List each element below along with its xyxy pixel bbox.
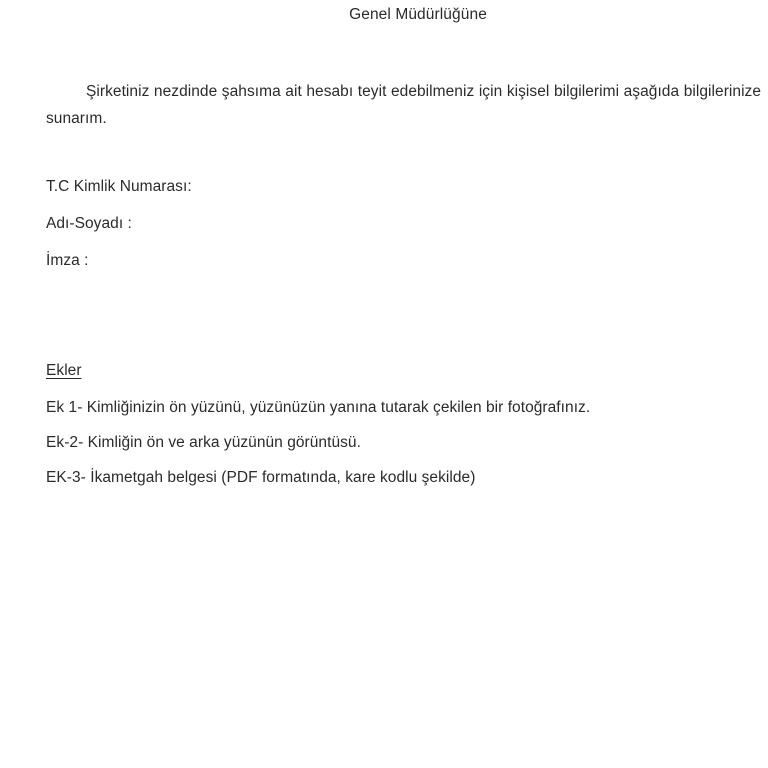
- attachment-item-2: Ek-2- Kimliğin ön ve arka yüzünün görüntüsü.: [46, 434, 361, 451]
- document-heading: Genel Müdürlüğüne: [349, 6, 487, 23]
- field-tc-kimlik-numarasi: T.C Kimlik Numarası:: [46, 178, 192, 195]
- field-adi-soyadi: Adı-Soyadı :: [46, 215, 132, 232]
- attachments-title: Ekler: [46, 362, 82, 379]
- attachment-item-3: EK-3- İkametgah belgesi (PDF formatında, kare kodlu şekilde): [46, 469, 476, 486]
- identity-fields-block: [46, 177, 192, 288]
- intro-paragraph: Şirketiniz nezdinde şahsıma ait hesabı teyit edebilmeniz için kişisel bilgilerimi aşağıda bilgilerinize sunarım.: [46, 83, 762, 127]
- field-imza: İmza :: [46, 252, 89, 269]
- attachments-block: [46, 361, 590, 503]
- attachment-item-1: Ek 1- Kimliğinizin ön yüzünü, yüzünüzün yanına tutarak çekilen bir fotoğrafınız.: [46, 399, 591, 416]
